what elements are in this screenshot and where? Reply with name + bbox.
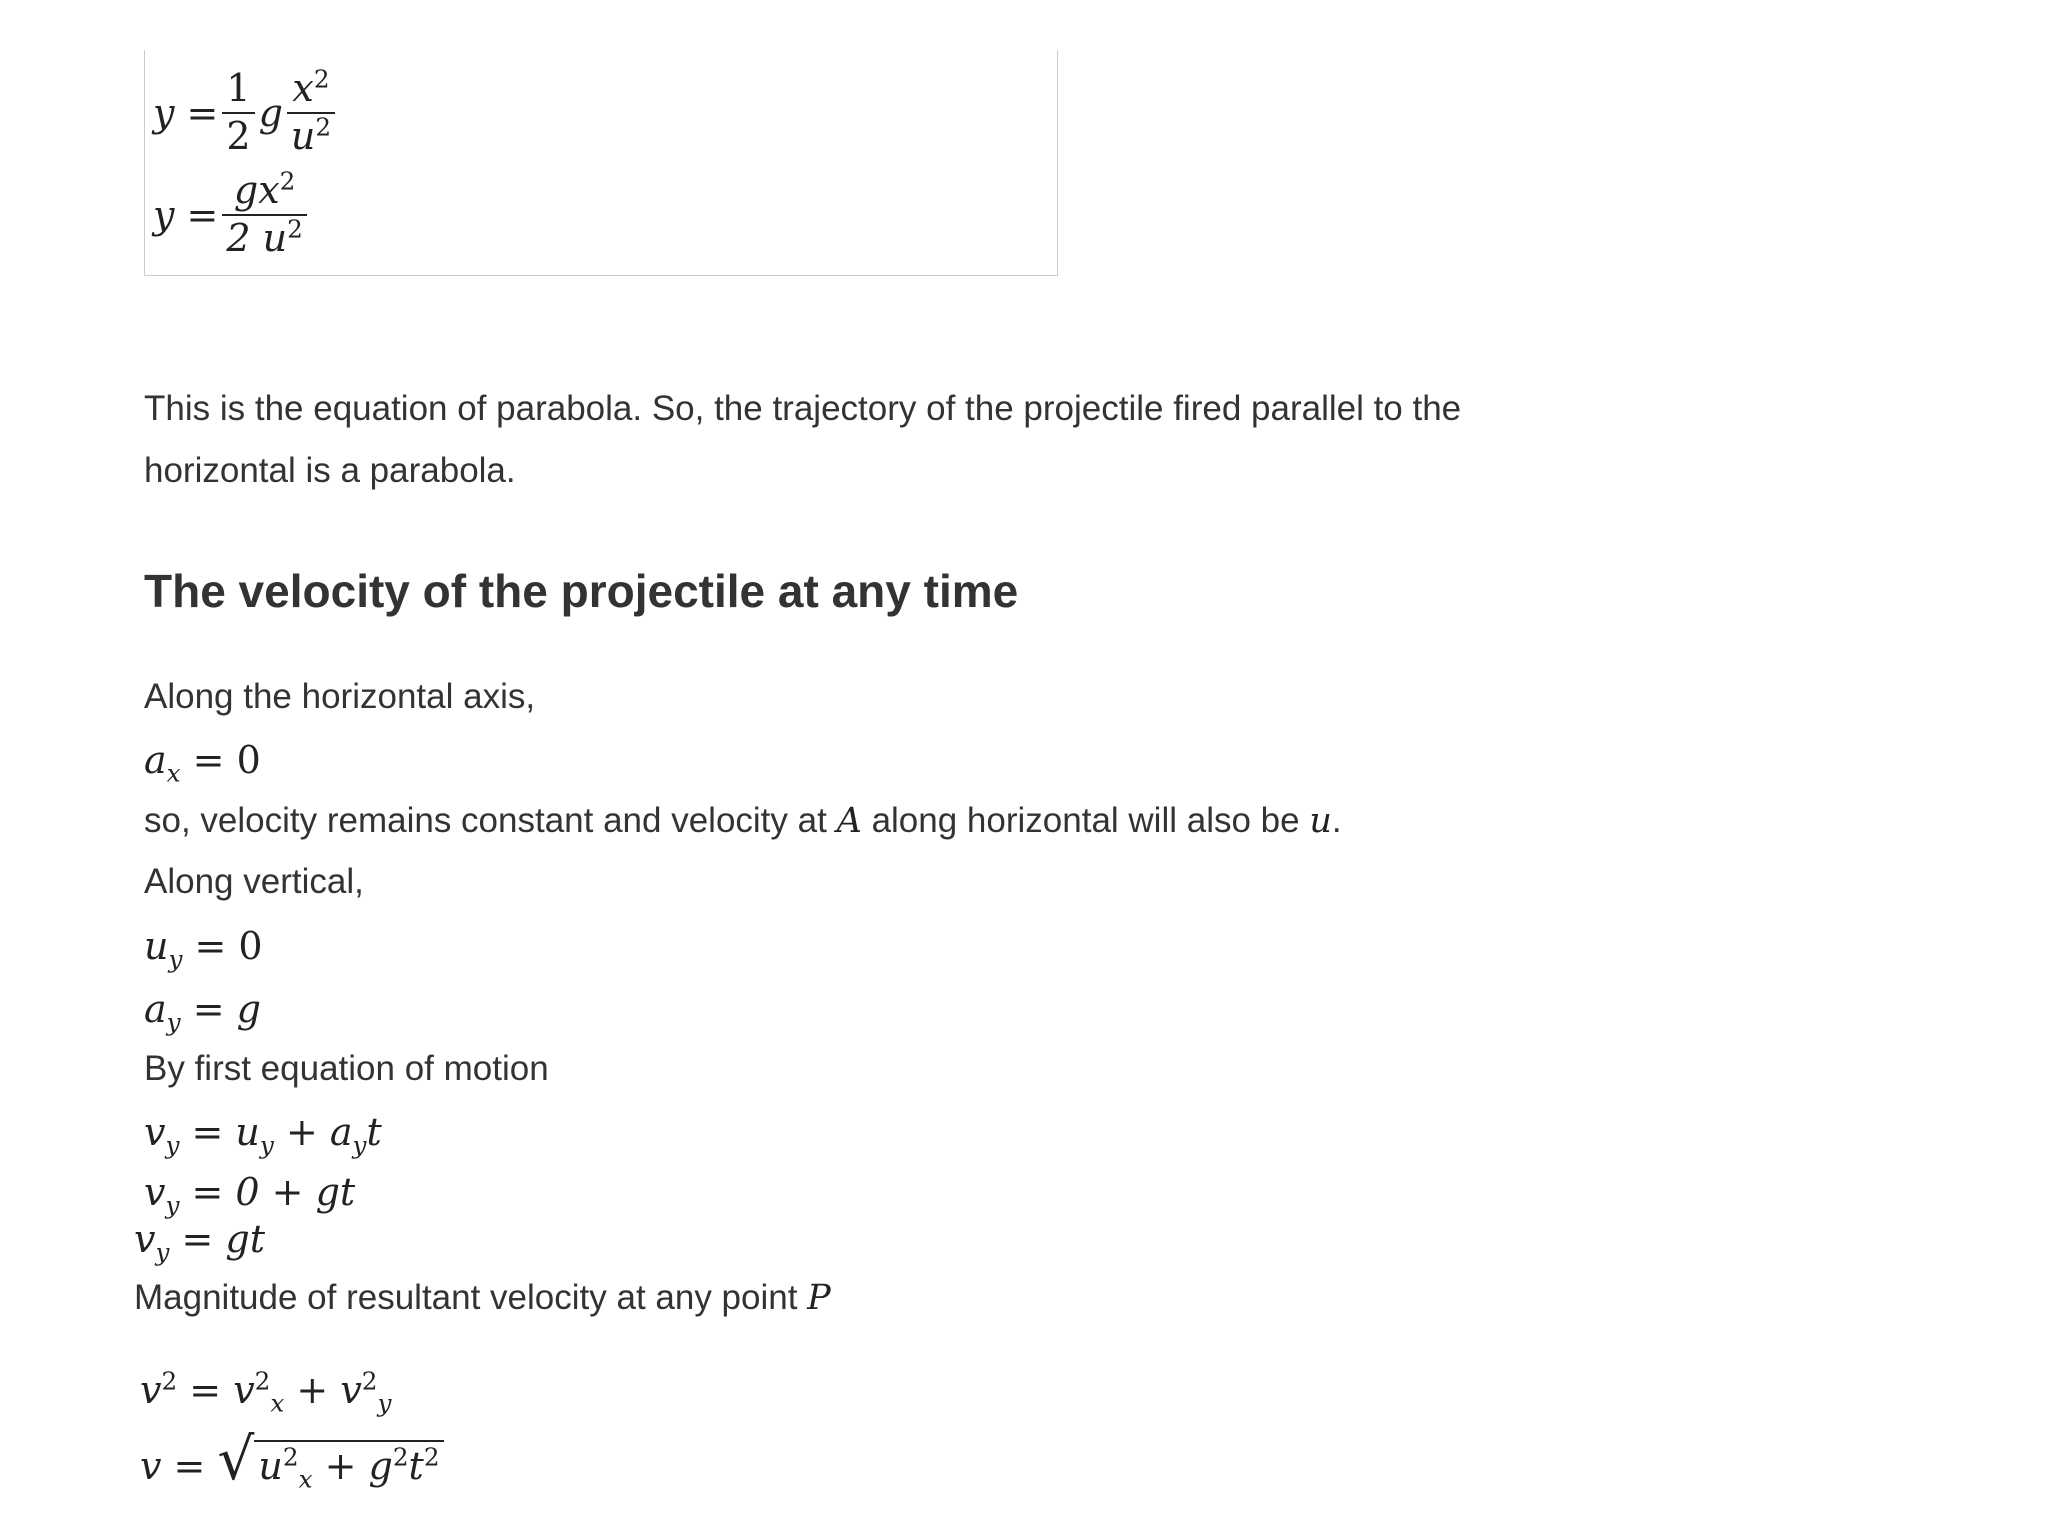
radicand: $u^2_x + g^2t^2$ bbox=[254, 1440, 443, 1488]
equation-row-2 bbox=[153, 166, 311, 260]
text-along-vertical: Along vertical, bbox=[144, 862, 364, 901]
fraction-half bbox=[222, 68, 254, 158]
text-along-horizontal: Along the horizontal axis, bbox=[144, 677, 536, 716]
square-root bbox=[217, 1425, 443, 1494]
fraction-numerator: 1 bbox=[226, 66, 251, 110]
point-P: P bbox=[807, 1278, 831, 1318]
parabola-paragraph bbox=[144, 378, 1461, 502]
fraction-gx2-2u2 bbox=[222, 166, 306, 260]
equation-uy: $u_y = 0$ bbox=[144, 924, 263, 974]
section-heading: The velocity of the projectile at any time bbox=[144, 565, 1019, 617]
equation-vy-3: $v_y$ = gt bbox=[134, 1217, 266, 1267]
paragraph-line: This is the equation of parabola. So, the trajectory of the projectile fired parallel to the bbox=[144, 389, 1462, 428]
text-velocity-constant: so, velocity remains constant and velocity at A along horizontal will also be u. bbox=[144, 801, 1342, 841]
equation-box bbox=[144, 50, 1058, 276]
equation-v-sqrt: v = √ $u^2_x + g^2t^2$ bbox=[140, 1430, 444, 1488]
fraction-denominator: 2 bbox=[222, 112, 254, 158]
radical-sign-icon: √ bbox=[217, 1425, 255, 1493]
equation-ay: $a_y = g$ bbox=[144, 987, 261, 1037]
symbol-u: u bbox=[1309, 801, 1332, 841]
equation-lhs: y = bbox=[153, 90, 219, 135]
fraction-x2-u2 bbox=[287, 64, 335, 158]
point-A: A bbox=[836, 801, 862, 841]
equation-vy-1: $v_y = u_y + a_yt$ bbox=[144, 1110, 382, 1160]
fraction-numerator: $x^2$ bbox=[292, 64, 330, 110]
equation-vy-2: $v_y = 0$ + gt bbox=[144, 1170, 356, 1220]
gravity-symbol: g bbox=[258, 90, 283, 135]
equation-row-1 bbox=[153, 64, 339, 158]
paragraph-line: horizontal is a parabola. bbox=[144, 451, 516, 490]
equation-ax: $a_x = 0$ bbox=[144, 738, 261, 788]
fraction-denominator: 2 $u^2$ bbox=[222, 214, 306, 260]
text-first-equation: By first equation of motion bbox=[144, 1049, 549, 1088]
fraction-numerator: $gx^2$ bbox=[233, 166, 296, 212]
equation-v-squared: $v^2 = v^2_x + v^2_y$ bbox=[140, 1366, 392, 1418]
text-magnitude: Magnitude of resultant velocity at any point P bbox=[134, 1278, 831, 1318]
fraction-denominator: $u^2$ bbox=[287, 112, 335, 158]
equation-lhs: y = bbox=[153, 192, 219, 237]
